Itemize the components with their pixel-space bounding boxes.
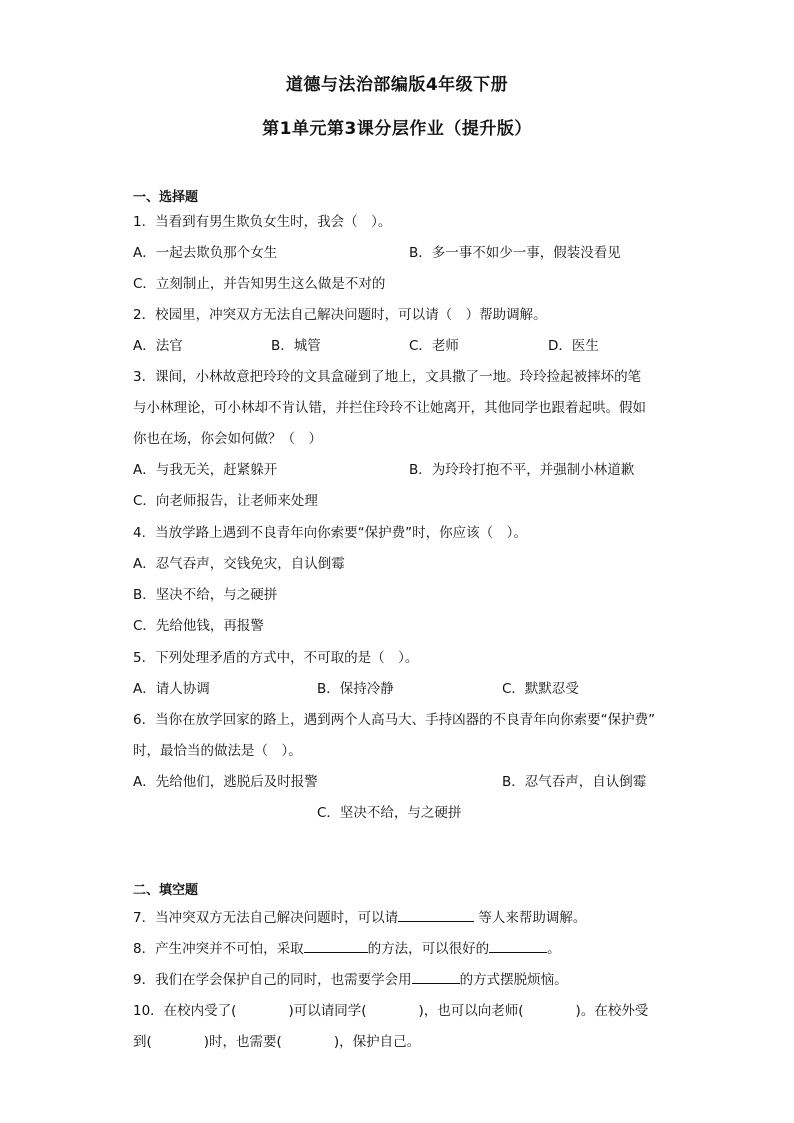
question-3-option-a: A．与我无关，赶紧躲开	[133, 462, 278, 478]
question-4-option-c: C．先给他钱，再报警	[133, 618, 264, 634]
page-title: 道德与法治部编版4年级下册	[285, 75, 509, 95]
question-8-text-b: 的方法，可以很好的	[367, 941, 490, 957]
question-7-text-a: 7．当冲突双方无法自己解决问题时，可以请	[133, 910, 399, 926]
question-8-text-a: 8．产生冲突并不可怕，采取	[133, 941, 304, 957]
question-8-text-c: 。	[547, 941, 561, 957]
question-3-stem-line2: 与小林理论，可小林却不肯认错，并拦住玲玲不让她离开，其他同学也跟着起哄。假如	[133, 400, 646, 416]
question-9	[133, 969, 568, 990]
question-3-option-c: C．向老师报告，让老师来处理	[133, 493, 318, 509]
question-10-text-1: 10．在校内受了(	[133, 1003, 237, 1019]
question-6-stem-line1: 6．当你在放学回家的路上，遇到两个人高马大、手持凶器的不良青年向你索要“保护费”	[133, 712, 656, 728]
question-3-stem-line1: 3．课间，小林故意把玲玲的文具盒碰到了地上，文具撒了一地。玲玲捡起被摔坏的笔	[133, 369, 642, 385]
section-heading-choice: 一、选择题	[133, 190, 199, 205]
question-3-option-b: B．为玲玲打抱不平，并强制小林道歉	[409, 462, 635, 478]
question-10-line1	[133, 1001, 648, 1021]
question-9-text-a: 9．我们在学会保护自己的同时，也需要学会用	[133, 972, 412, 988]
question-10-text-4: )。在校外受	[575, 1003, 649, 1019]
question-7	[133, 907, 586, 928]
question-6-stem-line2: 时，最恰当的做法是（ ）。	[133, 743, 302, 759]
question-10-text-5: 到(	[133, 1034, 152, 1050]
answer-blank[interactable]	[398, 907, 474, 922]
question-6-option-b: B．忍气吞声，自认倒霉	[502, 774, 647, 790]
question-1-stem: 1．当看到有男生欺负女生时，我会（ ）。	[133, 214, 392, 230]
question-10-text-6: )时，也需要(	[203, 1034, 282, 1050]
question-6-option-c: C．坚决不给，与之硬拼	[317, 805, 462, 821]
question-4-option-b: B．坚决不给，与之硬拼	[133, 587, 278, 603]
question-4-option-a: A．忍气吞声，交钱免灾，自认倒霉	[133, 556, 345, 572]
answer-blank[interactable]	[412, 969, 460, 984]
answer-blank[interactable]	[489, 938, 547, 953]
page-subtitle: 第1单元第3课分层作业（提升版）	[262, 119, 532, 139]
question-5-option-b: B．保持冷静	[317, 681, 394, 697]
question-1-option-c: C．立刻制止，并告知男生这么做是不对的	[133, 276, 386, 292]
question-2-option-b: B．城管	[271, 338, 321, 354]
question-6-option-a: A．先给他们，逃脱后及时报警	[133, 774, 318, 790]
question-2-option-a: A．法官	[133, 338, 183, 354]
question-2-option-d: D．医生	[548, 338, 599, 354]
question-10-line2	[133, 1032, 420, 1052]
question-9-text-b: 的方式摆脱烦恼。	[459, 972, 568, 988]
question-3-stem-line3: 你也在场，你会如何做？（ ）	[133, 431, 322, 447]
answer-blank[interactable]	[304, 938, 368, 953]
question-5-option-a: A．请人协调	[133, 681, 210, 697]
question-7-text-b: 等人来帮助调解。	[474, 910, 587, 926]
question-4-stem: 4．当放学路上遇到不良青年向你索要“保护费”时，你应该（ ）。	[133, 525, 527, 541]
question-1-option-b: B．多一事不如少一事，假装没看见	[409, 245, 621, 261]
section-heading-fill: 二、填空题	[133, 883, 199, 898]
question-2-option-c: C．老师	[409, 338, 459, 354]
question-10-text-3: )，也可以向老师(	[418, 1003, 524, 1019]
question-10-text-2: )可以请同学(	[288, 1003, 367, 1019]
question-10-text-7: )，保护自己。	[333, 1034, 421, 1050]
question-5-option-c: C．默默忍受	[502, 681, 579, 697]
question-5-stem: 5．下列处理矛盾的方式中，不可取的是（ ）。	[133, 650, 419, 666]
question-8	[133, 938, 561, 959]
question-2-stem: 2．校园里，冲突双方无法自己解决问题时，可以请（ ）帮助调解。	[133, 307, 547, 323]
question-1-option-a: A．一起去欺负那个女生	[133, 245, 278, 261]
